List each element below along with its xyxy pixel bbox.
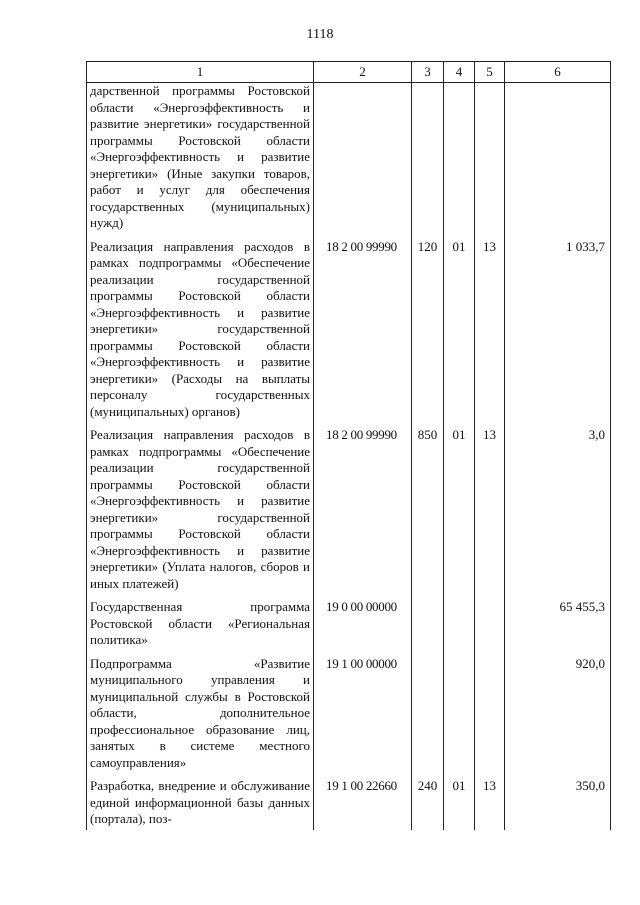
row-pr — [475, 83, 505, 236]
row-vr — [412, 653, 444, 776]
column-header-2: 2 — [314, 62, 412, 83]
row-name: Реализация направления расходов в рамках подпрограммы «Обеспечение реализации государственной программы Ростовской области «Энергоэффективность и развитие энергетики» государственной программы Ростовской области «Энергоэффективность и развитие энергетики» (Расходы на выплаты персоналу государственных (муниципальных) органов) — [87, 236, 314, 425]
row-vr: 240 — [412, 775, 444, 830]
budget-table — [86, 61, 611, 830]
row-pr — [475, 653, 505, 776]
row-code — [314, 83, 412, 236]
column-header-6: 6 — [505, 62, 611, 83]
row-amount: 65 455,3 — [505, 596, 611, 653]
page-number: 1118 — [306, 27, 334, 42]
table-row — [87, 653, 611, 776]
row-rz — [444, 596, 475, 653]
table-row — [87, 775, 611, 830]
row-name: Реализация направления расходов в рамках подпрограммы «Обеспечение реализации государственной программы Ростовской области «Энергоэффективность и развитие энергетики» государственной программы Ростовской области «Энергоэффективность и развитие энергетики» (Уплата налогов, сборов и иных платежей) — [87, 424, 314, 596]
row-code: 19 1 00 00000 — [314, 653, 412, 776]
row-code: 19 0 00 00000 — [314, 596, 412, 653]
row-name: дарственной программы Ростовской области «Энергоэффективность и развитие энергетики» государственной программы Ростовской области «Энергоэффективность и развитие энергетики» (Иные закупки товаров, работ и услуг для обеспечения государственных (муниципальных) нужд) — [87, 83, 314, 236]
row-rz: 01 — [444, 424, 475, 596]
header-row — [87, 62, 611, 83]
row-pr: 13 — [475, 424, 505, 596]
row-rz — [444, 83, 475, 236]
row-name: Подпрограмма «Развитие муниципального управления и муниципальной службы в Ростовской области, дополнительное профессиональное образование лиц, занятых в системе местного самоуправления» — [87, 653, 314, 776]
row-name: Разработка, внедрение и обслуживание единой информационной базы данных (портала), поз- — [87, 775, 314, 830]
row-pr — [475, 596, 505, 653]
table-row — [87, 236, 611, 425]
column-header-1: 1 — [87, 62, 314, 83]
row-rz: 01 — [444, 775, 475, 830]
table-row — [87, 596, 611, 653]
row-name: Государственная программа Ростовской области «Региональная политика» — [87, 596, 314, 653]
row-vr: 120 — [412, 236, 444, 425]
row-pr: 13 — [475, 236, 505, 425]
table-row — [87, 424, 611, 596]
row-amount: 1 033,7 — [505, 236, 611, 425]
row-code: 18 2 00 99990 — [314, 424, 412, 596]
row-vr — [412, 596, 444, 653]
row-rz — [444, 653, 475, 776]
row-vr: 850 — [412, 424, 444, 596]
row-amount: 350,0 — [505, 775, 611, 830]
row-pr: 13 — [475, 775, 505, 830]
table-row — [87, 83, 611, 236]
column-header-3: 3 — [412, 62, 444, 83]
row-code: 18 2 00 99990 — [314, 236, 412, 425]
row-rz: 01 — [444, 236, 475, 425]
column-header-4: 4 — [444, 62, 475, 83]
column-header-5: 5 — [475, 62, 505, 83]
row-vr — [412, 83, 444, 236]
row-amount: 3,0 — [505, 424, 611, 596]
row-amount: 920,0 — [505, 653, 611, 776]
row-amount — [505, 83, 611, 236]
row-code: 19 1 00 22660 — [314, 775, 412, 830]
